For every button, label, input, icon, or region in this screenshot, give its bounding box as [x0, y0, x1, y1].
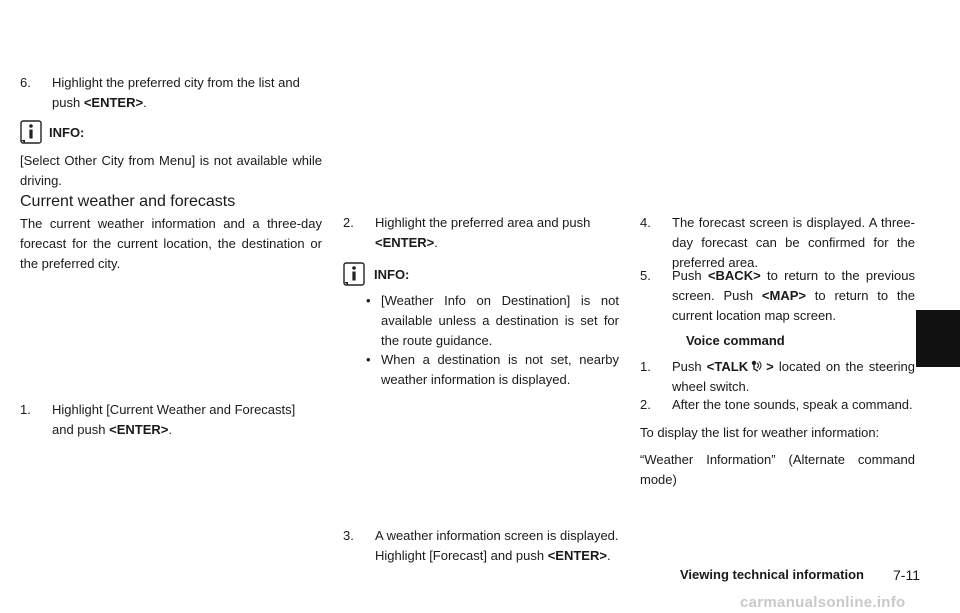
step-6	[20, 73, 322, 113]
section-heading: Current weather and forecasts	[20, 193, 236, 210]
info-icon	[343, 262, 365, 286]
step-number: 1.	[20, 402, 31, 417]
bullet-item: • [Weather Info on Destination] is not available unless a destination is set for the route guidance.	[366, 293, 619, 348]
info-text: [Select Other City from Menu] is not available while driving.	[20, 153, 322, 188]
step-4	[640, 213, 915, 273]
step-number: 2.	[343, 215, 354, 230]
step-2	[343, 213, 619, 253]
step-number: 2.	[640, 397, 651, 412]
enter-key: <ENTER>	[375, 235, 435, 250]
map-key: <MAP>	[761, 288, 806, 303]
step-5	[640, 266, 915, 326]
enter-key: <ENTER>	[83, 95, 144, 110]
display-list-text: To display the list for weather information:	[640, 425, 880, 440]
info-label: INFO:	[374, 267, 410, 282]
page-footer	[680, 565, 920, 585]
info-icon	[20, 120, 42, 144]
info-label: INFO:	[49, 125, 85, 140]
step-number: 4.	[640, 215, 651, 230]
voice-step-2	[640, 395, 915, 415]
step-number: 6.	[20, 75, 31, 90]
bullet-item: • When a destination is not set, nearby weather information is displayed.	[366, 352, 619, 387]
step-text: A weather information screen is displayed. Highlight [Forecast] and push <ENTER>.	[375, 528, 619, 563]
step-3	[343, 526, 619, 566]
section-intro: The current weather information and a three-day forecast for the current location, the destination or the preferred city.	[20, 216, 322, 271]
enter-key: <ENTER>	[547, 548, 607, 563]
step-text: Highlight [Current Weather and Forecasts] and push <ENTER>.	[52, 402, 296, 437]
step-text: Push <TALK > located on the steering wheel switch.	[672, 359, 915, 394]
voice-command-quote: “Weather Information” (Alternate command mode)	[640, 452, 915, 487]
step-text: After the tone sounds, speak a command.	[672, 397, 913, 412]
voice-command-heading: Voice command	[686, 333, 785, 348]
step-text: Highlight the preferred area and push <ENTER>.	[375, 215, 591, 250]
back-key: <BACK>	[707, 268, 761, 283]
bullet-dot: •	[366, 293, 371, 308]
step-1	[20, 400, 322, 440]
chapter-tab	[916, 310, 960, 367]
step-text: Push <BACK> to return to the previous screen. Push <MAP> to return to the current location map screen.	[672, 268, 915, 323]
voice-step-1	[640, 357, 915, 397]
step-number: 1.	[640, 359, 651, 374]
step-text: Highlight the preferred city from the list and push <ENTER>.	[52, 75, 300, 110]
talk-icon	[751, 360, 763, 372]
page-number: 7-11	[893, 567, 920, 583]
talk-key: <TALK >	[706, 359, 774, 374]
watermark: carmanualsonline.info	[740, 594, 906, 611]
step-text: The forecast screen is displayed. A three-day forecast can be confirmed for the preferred area.	[672, 215, 915, 270]
footer-section-label: Viewing technical information	[680, 567, 864, 582]
bullet-dot: •	[366, 352, 371, 367]
enter-key: <ENTER>	[109, 422, 169, 437]
step-number: 5.	[640, 268, 651, 283]
step-number: 3.	[343, 528, 354, 543]
